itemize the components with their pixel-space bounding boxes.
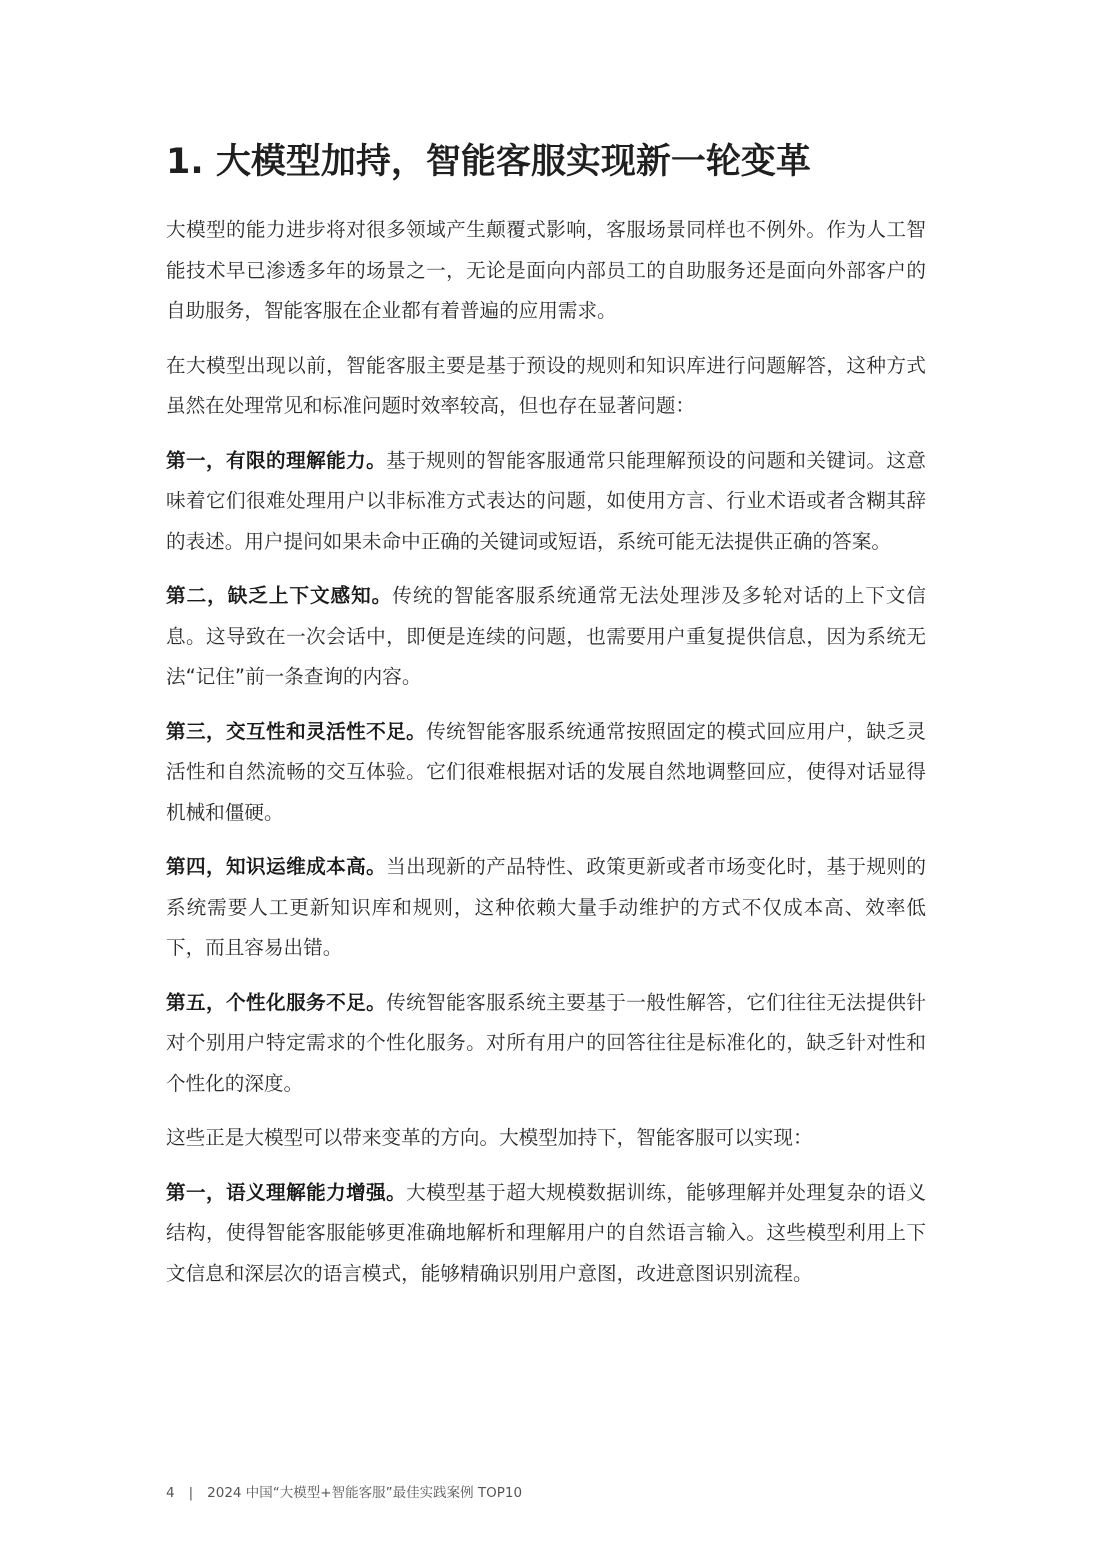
paragraph-text: 传统智能客服系统通常按照固定的模式回应用户，缺乏灵活性和自然流畅的交互体验。它们很难根据对话的发展自然地调整回应，使得对话显得机械和僵硬。 bbox=[166, 719, 927, 824]
paragraph-benefit-1 bbox=[166, 1173, 926, 1295]
paragraph-problem-3 bbox=[166, 712, 926, 834]
paragraph-problem-1 bbox=[166, 441, 926, 563]
paragraph-text: 基于规则的智能客服通常只能理解预设的问题和关键词。这意味着它们很难处理用户以非标准方式表达的问题，如使用方言、行业术语或者含糊其辞的表述。用户提问如果未命中正确的关键词或短语，系统可能无法提供正确的答案。 bbox=[166, 448, 927, 553]
footer-report-title: 2024 中国“大模型+智能客服”最佳实践案例 TOP10 bbox=[207, 1485, 523, 1501]
body-content bbox=[166, 210, 926, 1308]
paragraph-problem-4 bbox=[166, 847, 926, 969]
paragraph-lead: 第五，个性化服务不足。 bbox=[166, 990, 387, 1014]
page-number: 4 bbox=[166, 1485, 175, 1501]
footer-separator: | bbox=[188, 1485, 194, 1501]
paragraph-background bbox=[166, 346, 926, 427]
paragraph-lead: 第四，知识运维成本高。 bbox=[166, 855, 387, 878]
paragraph-transition bbox=[166, 1118, 926, 1159]
paragraph-text: 传统智能客服系统主要基于一般性解答，它们往往无法提供针对个别用户特定需求的个性化服务。对所有用户的回答往往是标准化的，缺乏针对性和个性化的深度。 bbox=[166, 990, 927, 1095]
paragraph-text: 大模型基于超大规模数据训练，能够理解并处理复杂的语义结构，使得智能客服能够更准确地解析和理解用户的自然语言输入。这些模型利用上下文信息和深层次的语言模式，能够精确识别用户意图，改进意图识别流程。 bbox=[166, 1180, 927, 1285]
paragraph-text: 传统的智能客服系统通常无法处理涉及多轮对话的上下文信息。这导致在一次会话中，即便是连续的问题，也需要用户重复提供信息，因为系统无法“记住”前一条查询的内容。 bbox=[166, 584, 927, 688]
page-footer bbox=[166, 1484, 522, 1502]
paragraph-lead: 第一，语义理解能力增强。 bbox=[166, 1180, 407, 1204]
page-title: 1. 大模型加持，智能客服实现新一轮变革 bbox=[166, 142, 811, 182]
paragraph-text: 当出现新的产品特性、政策更新或者市场变化时，基于规则的系统需要人工更新知识库和规则，这种依赖大量手动维护的方式不仅成本高、效率低下，而且容易出错。 bbox=[166, 855, 927, 959]
paragraph-text: 大模型的能力进步将对很多领域产生颠覆式影响，客服场景同样也不例外。作为人工智能技术早已渗透多年的场景之一，无论是面向内部员工的自助服务还是面向外部客户的自助服务，智能客服在企业都有着普遍的应用需求。 bbox=[166, 218, 926, 322]
paragraph-lead: 第三，交互性和灵活性不足。 bbox=[166, 719, 427, 743]
paragraph-text: 这些正是大模型可以带来变革的方向。大模型加持下，智能客服可以实现： bbox=[166, 1126, 813, 1149]
paragraph-intro bbox=[166, 210, 926, 332]
paragraph-problem-2 bbox=[166, 576, 926, 698]
paragraph-lead: 第二，缺乏上下文感知。 bbox=[166, 584, 393, 607]
paragraph-text: 在大模型出现以前，智能客服主要是基于预设的规则和知识库进行问题解答，这种方式虽然在处理常见和标准问题时效率较高，但也存在显著问题： bbox=[166, 353, 926, 417]
paragraph-lead: 第一，有限的理解能力。 bbox=[166, 448, 387, 472]
paragraph-problem-5 bbox=[166, 983, 926, 1105]
